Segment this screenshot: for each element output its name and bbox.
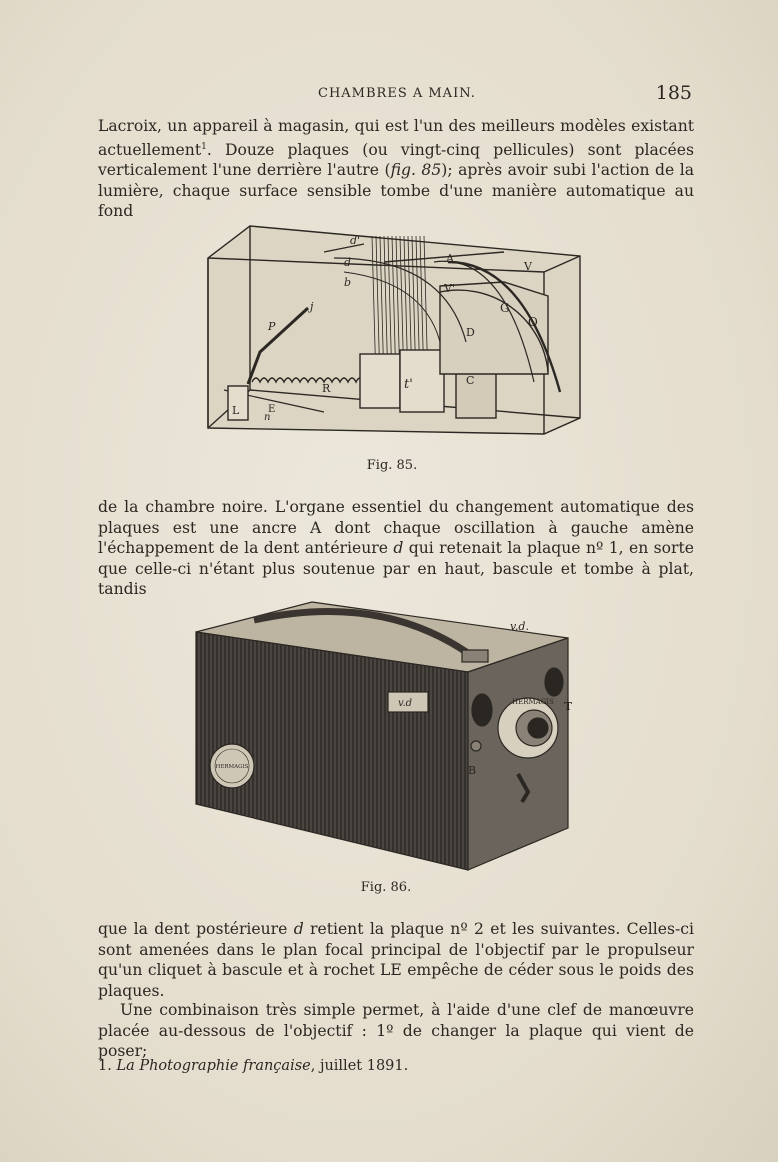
svg-text:j: j bbox=[310, 300, 314, 313]
svg-text:G: G bbox=[500, 301, 510, 315]
svg-text:t': t' bbox=[404, 377, 413, 392]
paragraph-4: Une combinaison très simple permet, à l'aide d'une clef de manœuvre placée au-dessous de l'objectif : 1º de changer la plaque qui vient de poser; bbox=[98, 1001, 694, 1060]
running-head: CHAMBRES A MAIN. bbox=[318, 86, 476, 101]
svg-text:V': V' bbox=[444, 282, 455, 295]
figure-86-camera-drawing bbox=[192, 598, 576, 874]
svg-text:R: R bbox=[322, 382, 331, 395]
figure-85-mechanism-drawing bbox=[204, 222, 584, 444]
svg-text:C: C bbox=[466, 374, 475, 387]
svg-text:d': d' bbox=[350, 234, 361, 247]
paragraph-2: de la chambre noire. L'organe essentiel du changement automatique des plaques est une ancre A dont chaque oscillation à gauche amène l'échappement de la dent antérieure d qui retenait la plaque nº 1, en sorte que celle-ci n'étant plus soutenue par en haut, bascule et tombe à plat, tandis bbox=[98, 498, 695, 598]
svg-text:d: d bbox=[344, 256, 352, 269]
svg-text:O: O bbox=[528, 315, 538, 329]
svg-text:D: D bbox=[466, 326, 475, 339]
svg-text:v.d: v.d bbox=[398, 698, 413, 709]
svg-text:E: E bbox=[268, 404, 276, 415]
footnote-ref: 1 bbox=[201, 141, 207, 152]
svg-text:HERMAGIS: HERMAGIS bbox=[512, 698, 554, 706]
figure-ref: fig. 85 bbox=[390, 161, 442, 180]
svg-text:B: B bbox=[468, 764, 477, 777]
figure-86-caption: Fig. 86. bbox=[360, 880, 412, 895]
svg-text:HERMAGIS: HERMAGIS bbox=[215, 764, 249, 770]
footnote: 1. La Photographie française, juillet 1891. bbox=[98, 1058, 409, 1074]
svg-text:v.d.: v.d. bbox=[510, 620, 529, 633]
paragraph-1: Lacroix, un appareil à magasin, qui est l'un des meilleurs modèles existant actuellement$^1$. Douze plaques (ou vingt-cinq pellicules) sont placées verticalement l'une derrière l'autre (fig. 85); après avoir subi l'action de la lumière, chaque surface sensible tombe d'une manière automatique au fond bbox=[98, 117, 694, 221]
svg-text:A: A bbox=[446, 252, 454, 265]
svg-text:T: T bbox=[563, 700, 572, 713]
svg-text:P: P bbox=[268, 320, 276, 333]
figure-85-caption: Fig. 85. bbox=[366, 458, 418, 473]
svg-text:V: V bbox=[524, 260, 532, 273]
svg-text:n: n bbox=[264, 412, 271, 423]
footnote-source: La Photographie française bbox=[116, 1058, 311, 1074]
page-number: 185 bbox=[655, 82, 692, 104]
page-header bbox=[98, 84, 694, 108]
svg-text:b: b bbox=[344, 276, 352, 289]
svg-text:L: L bbox=[232, 404, 240, 417]
paragraph-3: que la dent postérieure d retient la plaque nº 2 et les suivantes. Celles-ci sont amenées dans le plan focal principal de l'objectif par le propulseur qu'un cliquet à bascule et à rochet LE empêche de céder sous le poids des plaques. bbox=[98, 920, 695, 1000]
